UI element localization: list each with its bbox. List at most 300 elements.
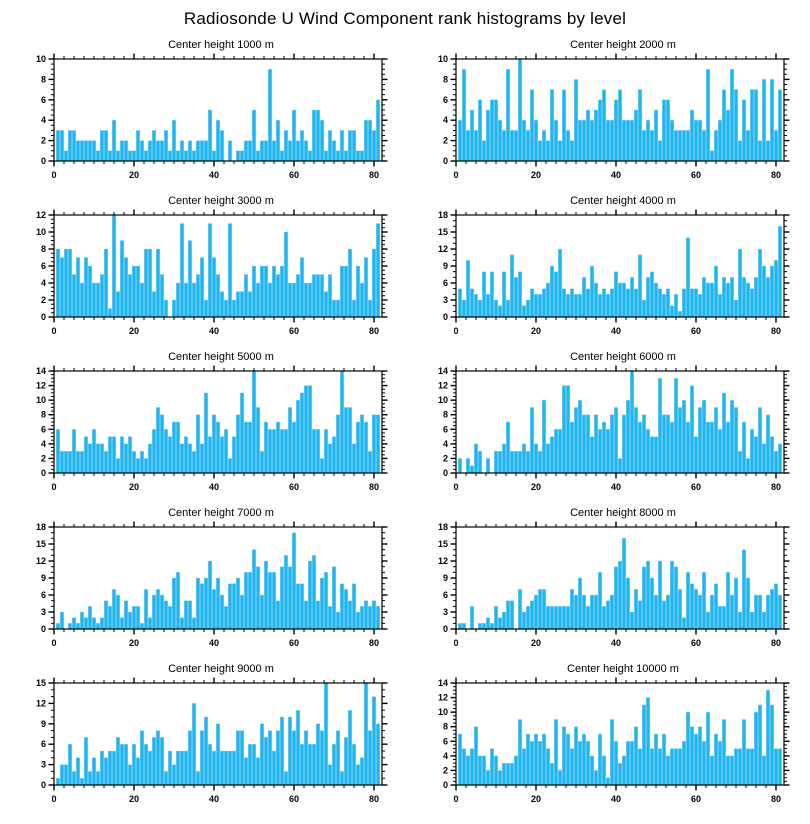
histogram-bar [376, 100, 380, 161]
histogram-bar [706, 69, 710, 161]
histogram-bar [522, 749, 526, 785]
histogram-grid [0, 38, 810, 816]
histogram-bar [216, 422, 220, 473]
histogram-bar [470, 606, 474, 629]
panel-10000m [410, 662, 802, 816]
histogram-bar [272, 141, 276, 161]
histogram-bar [172, 120, 176, 161]
histogram-bar [56, 249, 60, 317]
histogram-bar [140, 141, 144, 161]
histogram-bar [714, 266, 718, 317]
y-tick-label: 12 [35, 380, 46, 391]
histogram-bar [762, 612, 766, 629]
histogram-bar [630, 371, 634, 473]
histogram-bar [348, 130, 352, 161]
histogram-bar [646, 277, 650, 317]
histogram-bar [702, 277, 706, 317]
histogram-bar [324, 292, 328, 318]
histogram-bar [124, 601, 128, 629]
histogram-bar [626, 578, 630, 629]
histogram-bar [774, 584, 778, 629]
histogram-bar [88, 141, 92, 161]
histogram-bar [770, 589, 774, 629]
histogram-bar [236, 578, 240, 629]
panel-3000m [8, 194, 400, 348]
histogram-bar [160, 415, 164, 473]
histogram-bar [196, 415, 200, 473]
histogram-bar [288, 567, 292, 629]
histogram-bar [120, 744, 124, 785]
histogram-bar [172, 422, 176, 473]
histogram-bar [482, 623, 486, 629]
x-tick-label: 0 [51, 638, 57, 648]
histogram-bar [128, 765, 132, 785]
x-tick-label: 40 [610, 794, 622, 804]
y-tick-label: 6 [442, 424, 448, 435]
histogram-bar [112, 120, 116, 161]
histogram-bar [554, 429, 558, 473]
histogram-bar [164, 130, 168, 161]
histogram-bar [272, 751, 276, 785]
histogram-bar [494, 756, 498, 785]
y-tick-label: 6 [40, 590, 46, 600]
histogram-bar [590, 266, 594, 317]
histogram-bar [634, 727, 638, 785]
histogram-bar [108, 606, 112, 629]
histogram-bar [116, 151, 120, 161]
histogram-bar [722, 719, 726, 785]
histogram-bar [260, 724, 264, 785]
histogram-bar [670, 422, 674, 473]
histogram-bar [56, 429, 60, 473]
histogram-bar [638, 255, 642, 317]
histogram-bar [148, 751, 152, 785]
histogram-bar [482, 756, 486, 785]
histogram-bar [196, 578, 200, 629]
histogram-bar [594, 415, 598, 473]
histogram-bar [510, 601, 514, 629]
histogram-bar [104, 451, 108, 473]
histogram-bar [586, 606, 590, 629]
histogram-bar [268, 429, 272, 473]
histogram-bar [332, 567, 336, 629]
histogram-bar [184, 437, 188, 473]
histogram-bar [352, 300, 356, 317]
histogram-bar [176, 283, 180, 317]
histogram-bar [526, 300, 530, 317]
histogram-bar [64, 765, 68, 785]
histogram-bar [738, 249, 742, 317]
histogram-bar [594, 110, 598, 161]
histogram-bar [332, 141, 336, 161]
histogram-bar [542, 589, 546, 629]
histogram-bar [116, 458, 120, 473]
histogram-bar [252, 744, 256, 785]
histogram-bar [244, 141, 248, 161]
x-tick-label: 0 [453, 170, 459, 180]
histogram-bar [570, 289, 574, 317]
histogram-plot [8, 365, 400, 502]
histogram-bar [654, 283, 658, 317]
histogram-bar [742, 719, 746, 785]
histogram-bar [156, 407, 160, 473]
histogram-bar [344, 737, 348, 785]
histogram-bar [348, 710, 352, 785]
histogram-bar [232, 751, 236, 785]
histogram-bar [128, 612, 132, 629]
histogram-bar [586, 110, 590, 161]
histogram-bar [726, 422, 730, 473]
x-tick-label: 80 [368, 326, 380, 336]
histogram-bar [510, 763, 514, 785]
histogram-bar [84, 258, 88, 318]
histogram-bar [264, 422, 268, 473]
histogram-bar [526, 451, 530, 473]
panel-title: Center height 6000 m [570, 351, 676, 363]
histogram-bar [642, 567, 646, 629]
histogram-bar [574, 595, 578, 629]
histogram-bar [220, 292, 224, 318]
y-tick-label: 9 [442, 261, 448, 271]
histogram-bar [180, 141, 184, 161]
histogram-bar [216, 275, 220, 318]
histogram-bar [614, 272, 618, 317]
histogram-bar [88, 266, 92, 317]
histogram-plot [410, 209, 802, 346]
x-tick-label: 40 [610, 326, 622, 336]
histogram-bar [594, 283, 598, 317]
y-tick-label: 15 [35, 539, 46, 549]
histogram-bar [518, 589, 522, 629]
histogram-bar [260, 595, 264, 629]
y-tick-label: 12 [35, 210, 46, 220]
histogram-bar [486, 294, 490, 317]
histogram-bar [458, 458, 462, 473]
y-tick-label: 0 [442, 624, 448, 634]
histogram-bar [682, 741, 686, 785]
histogram-bar [292, 422, 296, 473]
histogram-bar [666, 415, 670, 473]
histogram-bar [120, 241, 124, 318]
histogram-bar [494, 300, 498, 317]
histogram-bar [60, 765, 64, 785]
histogram-bar [702, 572, 706, 629]
histogram-bar [244, 758, 248, 785]
histogram-bar [148, 249, 152, 317]
histogram-bar [770, 705, 774, 785]
histogram-bar [332, 437, 336, 473]
histogram-bar [534, 734, 538, 785]
bars-group [56, 533, 380, 629]
histogram-bar [204, 717, 208, 785]
x-tick-label: 60 [288, 638, 300, 648]
histogram-bar [308, 386, 312, 473]
x-tick-label: 20 [530, 170, 542, 180]
histogram-bar [172, 578, 176, 629]
histogram-bar [746, 283, 750, 317]
histogram-bar [474, 444, 478, 473]
histogram-bar [654, 110, 658, 161]
histogram-bar [84, 618, 88, 629]
histogram-bar [256, 758, 260, 785]
histogram-bar [256, 283, 260, 317]
histogram-bar [506, 422, 510, 473]
histogram-bar [88, 606, 92, 629]
x-tick-label: 20 [530, 638, 542, 648]
histogram-bar [610, 595, 614, 629]
histogram-bar [770, 266, 774, 317]
histogram-bar [360, 415, 364, 473]
histogram-bar [614, 567, 618, 629]
histogram-bar [470, 289, 474, 317]
y-tick-label: 15 [35, 678, 46, 688]
histogram-bar [682, 289, 686, 317]
histogram-bar [92, 758, 96, 785]
histogram-bar [522, 444, 526, 473]
histogram-bar [674, 378, 678, 473]
histogram-bar [642, 705, 646, 785]
x-tick-label: 20 [530, 482, 542, 492]
y-tick-label: 3 [40, 759, 46, 770]
histogram-bar [558, 249, 562, 317]
histogram-bar [324, 429, 328, 473]
histogram-bar [578, 578, 582, 629]
histogram-bar [666, 756, 670, 785]
histogram-bar [502, 612, 506, 629]
histogram-bar [754, 277, 758, 317]
histogram-bar [634, 407, 638, 473]
histogram-bar [726, 572, 730, 629]
histogram-bar [56, 778, 60, 785]
bars-group [458, 59, 782, 161]
histogram-bar [698, 294, 702, 317]
histogram-bar [280, 429, 284, 473]
histogram-bar [638, 601, 642, 629]
histogram-bar [112, 437, 116, 473]
histogram-bar [622, 756, 626, 785]
histogram-bar [670, 749, 674, 785]
histogram-bar [570, 589, 574, 629]
histogram-bar [184, 151, 188, 161]
histogram-bar [140, 623, 144, 629]
histogram-bar [236, 731, 240, 785]
y-tick-label: 4 [442, 750, 448, 761]
histogram-bar [340, 130, 344, 161]
histogram-bar [308, 744, 312, 785]
histogram-bar [316, 601, 320, 629]
y-tick-label: 6 [40, 739, 46, 750]
y-tick-label: 6 [442, 736, 448, 747]
histogram-bar [88, 771, 92, 785]
panel-title: Center height 10000 m [567, 663, 679, 675]
histogram-bar [112, 751, 116, 785]
histogram-bar [80, 451, 84, 473]
histogram-bar [308, 151, 312, 161]
x-tick-label: 20 [128, 638, 140, 648]
histogram-bar [722, 606, 726, 629]
y-tick-label: 12 [437, 556, 448, 566]
histogram-bar [296, 710, 300, 785]
histogram-plot [410, 53, 802, 190]
histogram-bar [332, 744, 336, 785]
histogram-bar [112, 215, 116, 317]
histogram-bar [252, 550, 256, 629]
histogram-bar [76, 758, 80, 785]
histogram-bar [228, 458, 232, 473]
histogram-bar [486, 458, 490, 473]
histogram-bar [100, 444, 104, 473]
y-tick-label: 2 [442, 135, 448, 146]
histogram-bar [566, 734, 570, 785]
histogram-bar [164, 429, 168, 473]
histogram-bar [64, 151, 68, 161]
histogram-bar [364, 683, 368, 785]
histogram-bar [654, 595, 658, 629]
y-tick-label: 10 [35, 395, 46, 406]
histogram-bar [630, 120, 634, 161]
histogram-bar [84, 737, 88, 785]
histogram-bar [192, 283, 196, 317]
histogram-bar [762, 444, 766, 473]
histogram-bar [462, 69, 466, 161]
histogram-bar [478, 623, 482, 629]
bars-group [458, 690, 782, 785]
histogram-bar [690, 110, 694, 161]
histogram-bar [606, 294, 610, 317]
histogram-bar [698, 727, 702, 785]
histogram-bar [192, 151, 196, 161]
histogram-bar [690, 727, 694, 785]
histogram-bar [156, 731, 160, 785]
x-tick-label: 60 [288, 326, 300, 336]
histogram-bar [750, 90, 754, 161]
histogram-bar [336, 612, 340, 629]
histogram-bar [124, 258, 128, 318]
x-tick-label: 80 [770, 794, 782, 804]
histogram-bar [522, 612, 526, 629]
histogram-bar [610, 120, 614, 161]
histogram-bar [490, 749, 494, 785]
histogram-bar [292, 283, 296, 317]
histogram-bar [72, 618, 76, 629]
histogram-bar [72, 771, 76, 785]
histogram-bar [474, 294, 478, 317]
y-tick-label: 0 [40, 156, 46, 166]
y-tick-label: 8 [442, 74, 448, 85]
histogram-bar [622, 415, 626, 473]
histogram-bar [462, 749, 466, 785]
histogram-bar [368, 731, 372, 785]
histogram-bar [100, 751, 104, 785]
histogram-bar [220, 751, 224, 785]
histogram-bar [498, 306, 502, 317]
histogram-bar [312, 744, 316, 785]
histogram-bar [268, 283, 272, 317]
histogram-bar [586, 741, 590, 785]
histogram-bar [590, 120, 594, 161]
histogram-bar [630, 277, 634, 317]
histogram-bar [582, 595, 586, 629]
histogram-bar [750, 749, 754, 785]
histogram-bar [766, 595, 770, 629]
histogram-bar [766, 141, 770, 161]
histogram-bar [196, 141, 200, 161]
histogram-bar [754, 595, 758, 629]
x-tick-label: 80 [368, 482, 380, 492]
y-tick-label: 6 [442, 590, 448, 600]
panel-title: Center height 5000 m [168, 351, 274, 363]
histogram-bar [340, 771, 344, 785]
histogram-bar [348, 407, 352, 473]
histogram-bar [506, 763, 510, 785]
histogram-bar [690, 386, 694, 473]
histogram-bar [160, 141, 164, 161]
histogram-bar [742, 422, 746, 473]
histogram-bar [264, 141, 268, 161]
histogram-bar [650, 437, 654, 473]
histogram-bar [630, 612, 634, 629]
y-tick-label: 12 [437, 692, 448, 703]
histogram-bar [376, 724, 380, 785]
histogram-bar [220, 130, 224, 161]
panel-2000m [410, 38, 802, 192]
histogram-bar [538, 451, 542, 473]
histogram-bar [646, 561, 650, 629]
x-tick-label: 0 [453, 326, 459, 336]
y-tick-label: 4 [40, 278, 46, 288]
histogram-bar [774, 749, 778, 785]
y-tick-label: 14 [437, 366, 448, 376]
histogram-bar [670, 561, 674, 629]
y-tick-label: 10 [35, 54, 46, 64]
bars-group [56, 683, 380, 785]
histogram-bar [778, 90, 782, 161]
histogram-bar [360, 283, 364, 317]
histogram-bar [372, 415, 376, 473]
histogram-bar [96, 771, 100, 785]
histogram-bar [478, 451, 482, 473]
y-tick-label: 15 [437, 227, 448, 237]
histogram-bar [466, 260, 470, 317]
histogram-bar [352, 130, 356, 161]
histogram-bar [774, 451, 778, 473]
histogram-bar [478, 756, 482, 785]
histogram-bar [176, 151, 180, 161]
histogram-bar [694, 120, 698, 161]
histogram-bar [626, 741, 630, 785]
histogram-bar [746, 578, 750, 629]
histogram-bar [364, 258, 368, 318]
histogram-bar [60, 130, 64, 161]
histogram-bar [320, 578, 324, 629]
histogram-bar [296, 400, 300, 473]
histogram-bar [284, 232, 288, 317]
histogram-bar [376, 224, 380, 318]
histogram-bar [582, 734, 586, 785]
histogram-bar [474, 727, 478, 785]
histogram-bar [530, 90, 534, 161]
histogram-plot [8, 521, 400, 658]
histogram-bar [458, 120, 462, 161]
histogram-bar [308, 561, 312, 629]
bars-group [56, 215, 380, 317]
histogram-bar [72, 130, 76, 161]
histogram-bar [758, 407, 762, 473]
histogram-bar [714, 584, 718, 629]
y-tick-label: 0 [442, 156, 448, 166]
x-tick-label: 60 [288, 794, 300, 804]
y-tick-label: 12 [437, 244, 448, 254]
